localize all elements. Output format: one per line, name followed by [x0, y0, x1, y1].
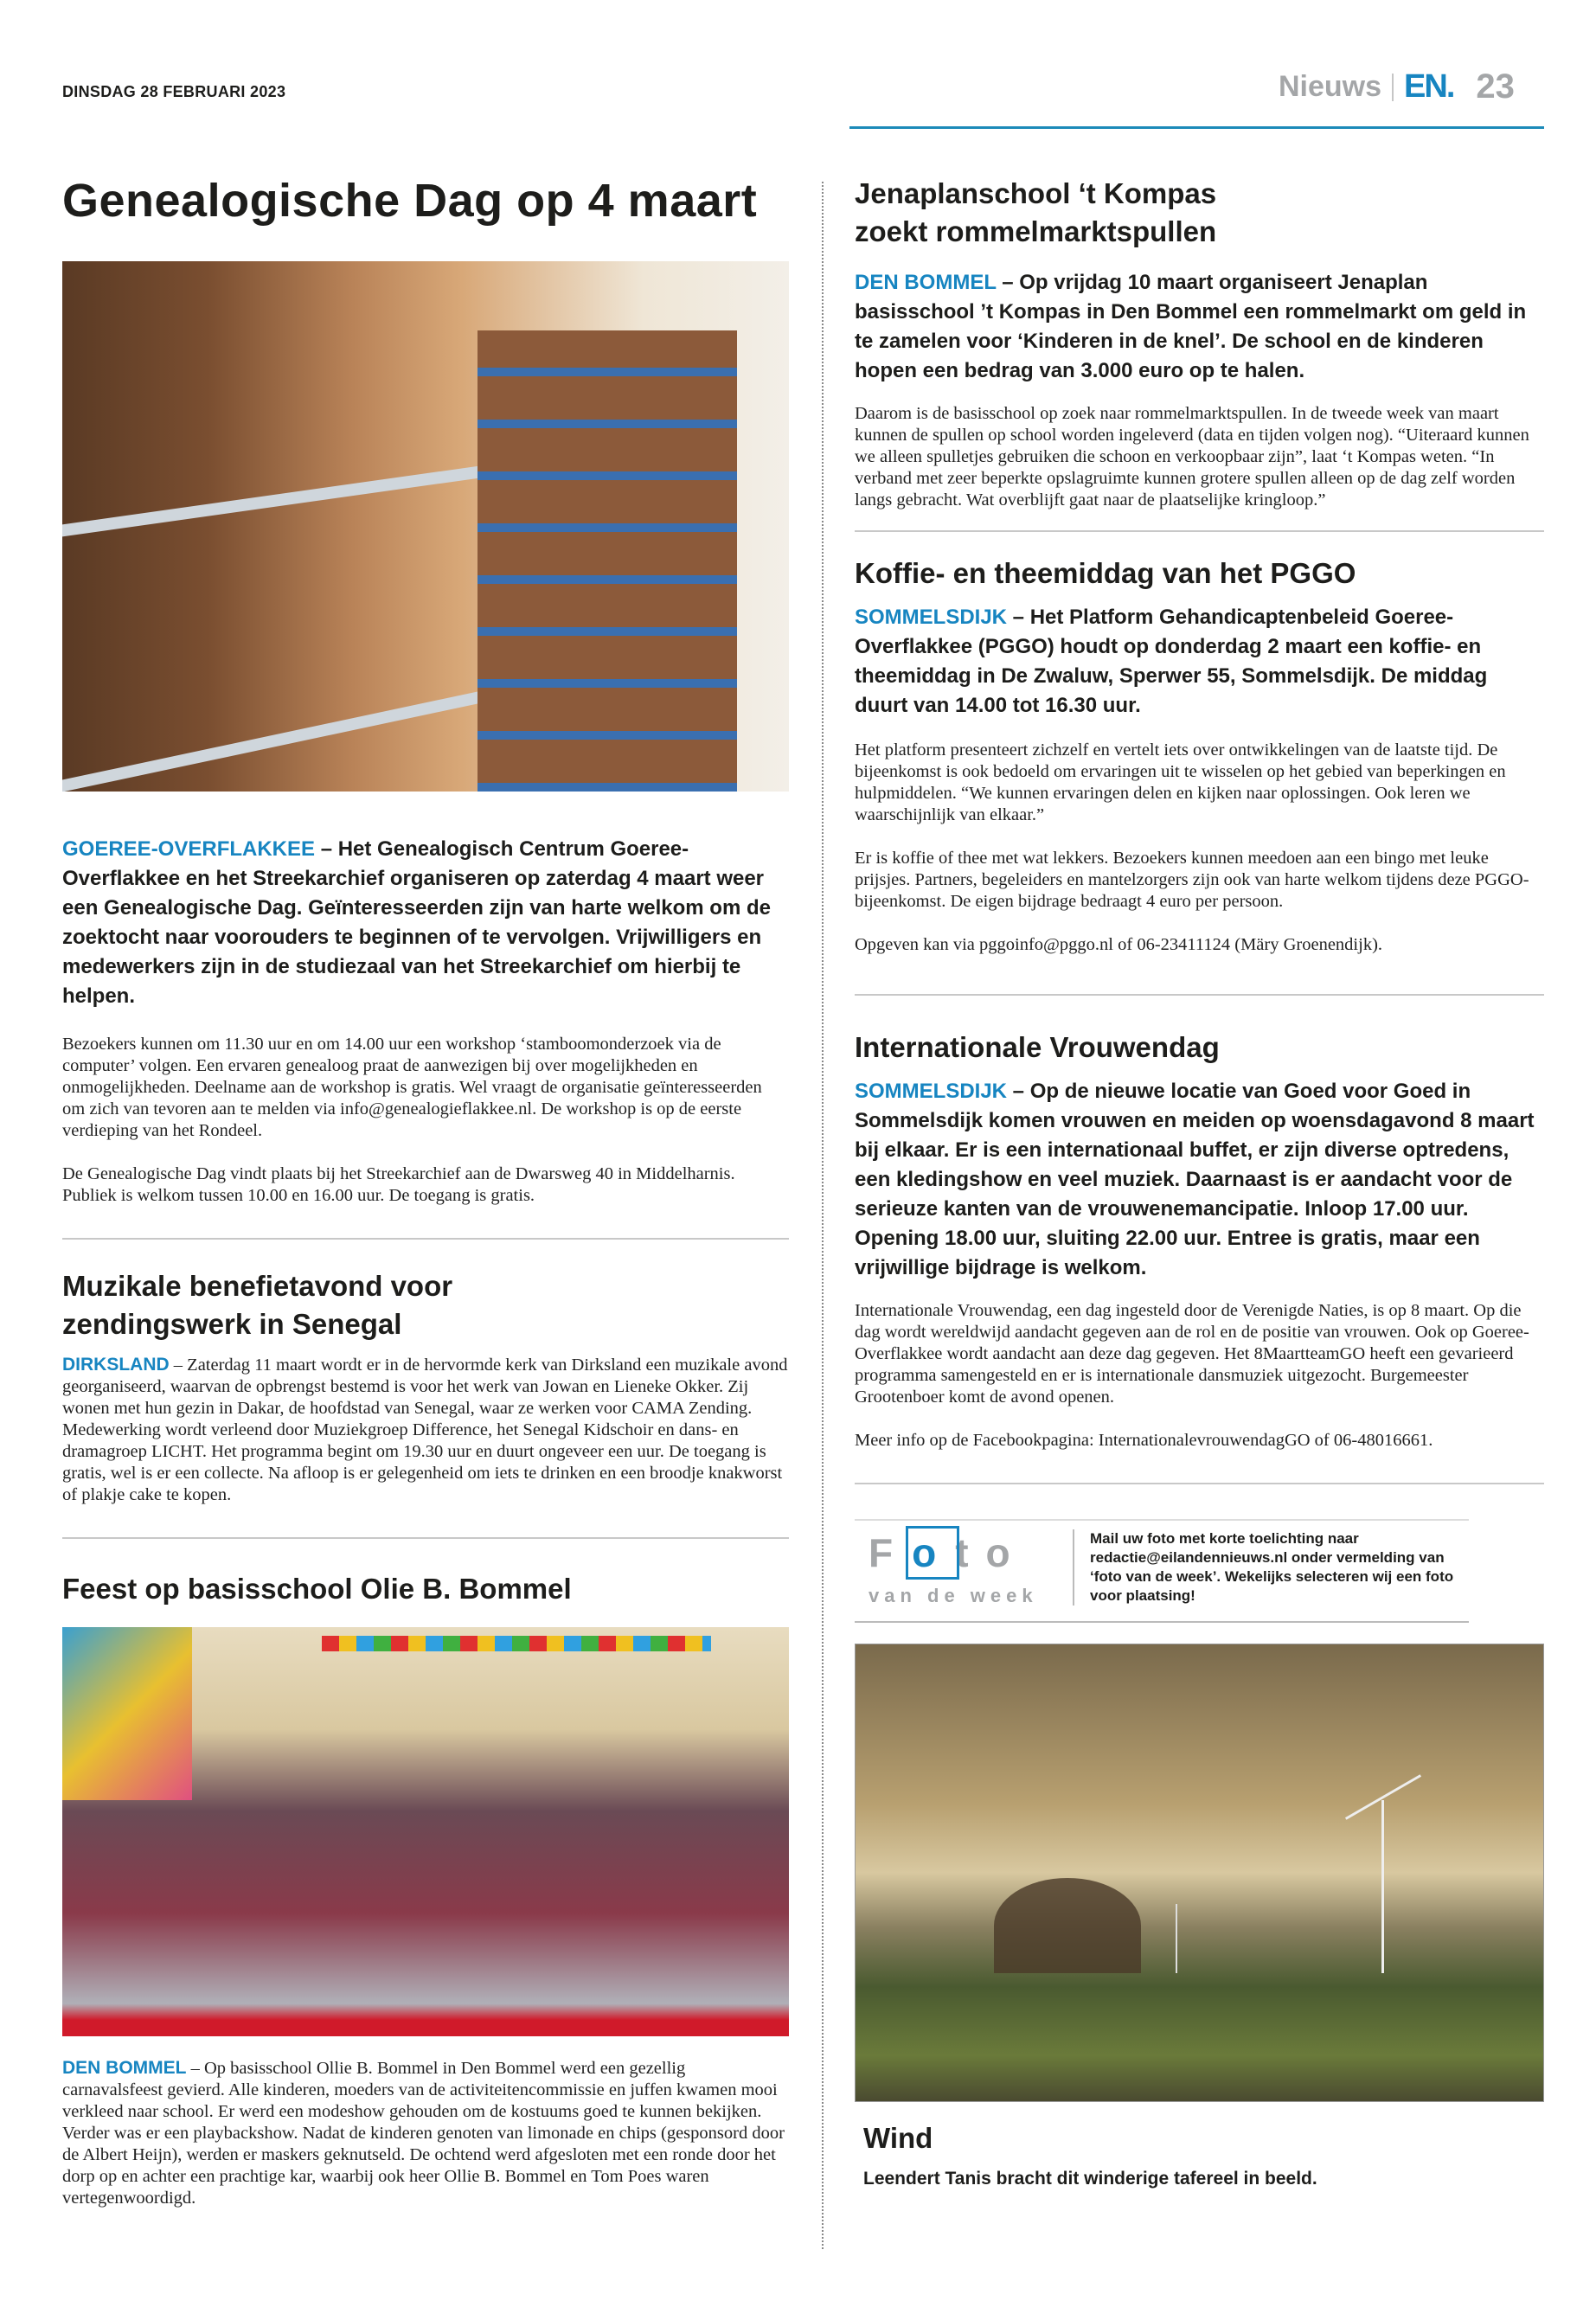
title-line: Muzikale benefietavond voor — [62, 1270, 453, 1302]
title-line: zoekt rommelmarktspullen — [855, 215, 1217, 247]
article-title — [62, 1267, 789, 1343]
article-title: Koffie- en theemiddag van het PGGO — [855, 557, 1356, 589]
left-column — [62, 173, 789, 2209]
article-lead — [62, 835, 789, 1011]
article-title — [855, 175, 1544, 251]
wind-turbines-photo — [855, 1644, 1544, 2102]
article-body — [855, 740, 1544, 956]
body-text: – Zaterdag 11 maart wordt er in de hervormde kerk van Dirksland een muzikale avond georganiseerd, waarvan de opbrengst bestemd is voor het werk van Jowan en Lieneke Okker. Zij wonen met hun gezin in Dakar, de hoofdstad van Senegal, waar ze werken voor CAMA Zending. Medewerking wordt verleend door Muziekgroep Difference, het Senegal Kidschoir en dans- en dramagroep LICHT. Het programma begint om 19.30 uur en duurt ongeveer een uur. De toegang is gratis, wel is er een collecte. Na afloop is er gelegenheid om iets te drinken en een broodje knakworst of plakje cake te kopen. — [62, 1356, 788, 1504]
location-kicker: SOMMELSDIJK — [855, 606, 1008, 629]
divider — [855, 530, 1544, 532]
foto-instructions: Mail uw foto met korte toelichting naar redactie@eilandennieuws.nl onder vermelding van ‘foto van de week’. Wekelijks selecteren wij een foto voor plaatsing! — [1090, 1530, 1454, 1604]
article-lead — [855, 603, 1544, 721]
body-text: – Op basisschool Ollie B. Bommel in Den Bommel werd een gezellig carnavalsfeest gevierd. Alle kinderen, moeders van de activiteitencommissie en juffen kwamen mooi verkleed naar school. Er werd een modeshow gehouden om de kostuums goed te kunnen bekijken. Verder was er een playbackshow. Nadat de kinderen genoten van limonade en chips (gesponsord door de Albert Heijn), werden er maskers geknutseld. De ochtend werd afgesloten met een ronde door het dorp op en achter een prachtige kar, waarbij ook heer Ollie B. Bommel en Tom Poes waren vertegenwoordigd. — [62, 2059, 785, 2208]
lead-text: – Op vrijdag 10 maart organiseert Jenaplan basisschool ’t Kompas in Den Bommel een rommelmarkt om geld in te zamelen voor ‘Kinderen in de knel’. De school en de kinderen hopen een bedrag van 3.000 euro op te halen. — [855, 271, 1527, 382]
article-body — [62, 1354, 789, 1506]
paragraph: De Genealogische Dag vindt plaats bij het Streekarchief aan de Dwarsweg 40 in Middelharnis. Publiek is welkom tussen 10.00 en 16.00 uur. De toegang is gratis. — [62, 1164, 735, 1205]
header-rule — [849, 126, 1544, 129]
divider — [855, 1483, 1544, 1484]
location-kicker: DIRKSLAND — [62, 1355, 170, 1375]
location-kicker: SOMMELSDIJK — [855, 1080, 1008, 1103]
en-logo: EN. — [1404, 68, 1454, 105]
title-line: zendingswerk in Senegal — [62, 1308, 402, 1340]
title-line: Jenaplanschool ‘t Kompas — [855, 177, 1217, 209]
article-lead — [855, 1077, 1544, 1283]
paragraph: Meer info op de Facebookpagina: InternationalevrouwendagGO of 06-48016661. — [855, 1431, 1433, 1450]
divider — [855, 994, 1544, 996]
article-body — [62, 1034, 789, 1207]
paragraph: Opgeven kan via pggoinfo@pggo.nl of 06-23411124 (Märy Groenendijk). — [855, 935, 1383, 954]
lead-text: – Het Genealogisch Centrum Goeree-Overflakkee en het Streekarchief organiseren op zaterdag 4 maart weer een Genealogische Dag. Geïnteresseerden zijn van harte welkom om de zoektocht naar voorouders te beginnen of te vervolgen. Vrijwilligers en medewerkers zijn in de studiezaal van het Streekarchief om hierbij te helpen. — [62, 837, 771, 1008]
foto-van-de-week-box — [855, 1519, 1469, 1623]
location-kicker: GOEREE-OVERFLAKKEE — [62, 837, 316, 861]
divider — [1392, 74, 1394, 101]
lead-text: – Het Platform Gehandicaptenbeleid Goeree-Overflakkee (PGGO) houdt op donderdag 2 maart een koffie- en theemiddag in De Zwaluw, Sperwer 55, Sommelsdijk. De middag duurt van 14.00 tot 16.30 uur. — [855, 606, 1488, 717]
page-number: 23 — [1476, 67, 1515, 106]
divider — [62, 1537, 789, 1539]
paragraph: Bezoekers kunnen om 11.30 uur en om 14.00 uur een workshop ‘stamboomonderzoek via de computer’ volgen. Een ervaren genealoog praat de aanwezigen bij over mogelijkheden en onmogelijkheden. Deelname aan de workshop is gratis. Wel vraagt de organisatie geïnteresseerden om zich van tevoren aan te melden via info@genealogieflakkee.nl. De workshop is op de eerste verdieping van het Rondeel. — [62, 1035, 762, 1140]
paragraph: Internationale Vrouwendag, een dag ingesteld door de Verenigde Naties, is op 8 maart. Op die dag wordt wereldwijd aandacht gegeven aan de rol en de positie van vrouwen. Ook op Goeree-Overflakkee wordt aandacht aan deze dag gegeven. Het 8MaartteamGO heeft een gevarieerd programma samengesteld en er is internationale dansmuziek uitgezocht. Burgemeester Grootenboer komt de avond openen. — [855, 1301, 1529, 1407]
paragraph: Er is koffie of thee met wat lekkers. Bezoekers kunnen meedoen aan een bingo met leuke prijsjes. Partners, begeleiders en mantelzorgers zijn ook van harte welkom tijdens deze PGGO-bijeenkomst. De eigen bijdrage bedraagt 4 euro per persoon. — [855, 849, 1529, 911]
issue-date: DINSDAG 28 FEBRUARI 2023 — [62, 83, 286, 100]
article-body — [62, 2057, 789, 2209]
right-column — [855, 175, 1544, 2190]
location-kicker: DEN BOMMEL — [62, 2058, 187, 2078]
article-body — [855, 1300, 1544, 1452]
carnival-class-photo — [62, 1627, 789, 2036]
article-title: Internationale Vrouwendag — [855, 1031, 1220, 1063]
photo-caption: Leendert Tanis bracht dit winderige tafereel in beeld. — [863, 2169, 1317, 2189]
column-divider — [822, 182, 824, 2249]
divider — [62, 1238, 789, 1240]
foto-logo-subtitle: van de week — [869, 1585, 1038, 1606]
paragraph: Het platform presenteert zichzelf en vertelt iets over ontwikkelingen van de laatste tijd. De bijeenkomst is ook bedoeld om ervaringen uit te wisselen op het gebied van beperkingen en hulpmiddelen. “We kunnen ervaringen delen en kijken naar oplossingen. Ook leren we waarschijnlijk van elkaar.” — [855, 740, 1506, 824]
article-lead — [855, 268, 1544, 386]
archive-shelves-photo — [62, 261, 789, 792]
masthead — [1279, 67, 1515, 106]
section-name: Nieuws — [1279, 70, 1382, 103]
article-title: Genealogische Dag op 4 maart — [62, 175, 758, 227]
foto-logo: Foto — [869, 1530, 1028, 1575]
article-body: Daarom is de basisschool op zoek naar rommelmarktspullen. In de tweede week van maart kunnen de spullen op school worden ingeleverd (data en tijden volgen nog). “Uiteraard kunnen we alleen spulletjes gebruiken die schoon en verkoopbaar zijn”, laat ‘t Kompas weten. “In verband met zeer beperkte opslagruimte kunnen grotere spullen alleen op de dag zelf worden langs gebracht. Wat overblijft gaat naar de plaatselijke kringloop.” — [855, 404, 1529, 510]
lead-text: – Op de nieuwe locatie van Goed voor Goed in Sommelsdijk komen vrouwen en meiden op woensdagavond 8 maart bij elkaar. Er is een internationaal buffet, er zijn diverse optredens, een kledingshow en veel muziek. Daarnaast is er aandacht voor de serieuze kanten van de vrouwenemancipatie. Inloop 17.00 uur. Opening 18.00 uur, sluiting 22.00 uur. Entree is gratis, maar een vrijwillige bijdrage is welkom. — [855, 1080, 1535, 1279]
divider — [1073, 1529, 1074, 1606]
article-title: Feest op basisschool Olie B. Bommel — [62, 1573, 572, 1605]
location-kicker: DEN BOMMEL — [855, 271, 997, 294]
photo-title: Wind — [863, 2122, 933, 2154]
